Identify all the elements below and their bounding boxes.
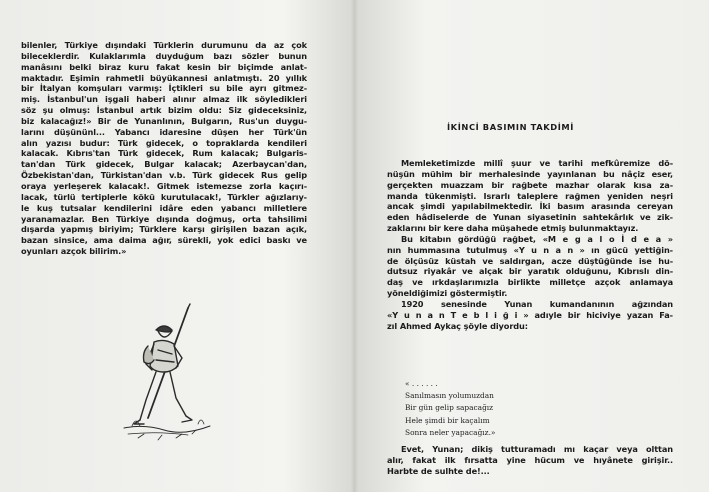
text-line: daş ve ırkdaşlarımızla birlikte milletçe azçok anlamaya	[387, 277, 673, 288]
text-line: Bu kitabın gördüğü rağbet, «M e g a l o İ d e a »	[401, 233, 673, 244]
poem-line: Bir gün gelip sapacağız	[405, 403, 494, 413]
text-line: zıl Ahmed Aykaç şöyle diyordu:	[387, 320, 528, 331]
text-line: Evet, Yunan; dikiş tutturamadı mı kaçar veya olttan	[401, 444, 673, 454]
text-line: Özbekistan'dan, Türkistan'dan v.b. Türk gidecek Rus gelip	[21, 170, 307, 181]
poem-line: Hele şimdi bir kaçalım	[405, 415, 490, 425]
text-line: de ölçüsüz küstah ve saldırgan, acze düştüğünde ise hu-	[387, 255, 673, 266]
text-line: alır, fakat ilk fırsatta yine hücum ve hıyânete girişir..	[387, 454, 673, 465]
text-line: dutsuz riyakâr ve alçak bir yaratık olduğunu, Kıbrıslı din-	[387, 266, 673, 277]
page-title: İKİNCİ BASIMIN TAKDİMİ	[447, 122, 574, 132]
right-page-text	[387, 158, 673, 332]
poem-quote	[405, 378, 605, 439]
text-line: oraya yerleşerek kalacak!. Gitmek istemezse zorla kaçırı-	[21, 180, 307, 191]
text-line: dışarda yapmış biriyim; Türklere karşı girişilen bazan açık,	[21, 224, 307, 235]
text-line: Memleketimizde millî şuur ve tarihi mefkûremize dö-	[401, 158, 673, 168]
text-line: yaranamazlar. Ben Türkiye dışında doğmuş, orta tahsilimi	[21, 213, 307, 224]
text-line: alın yazısı budur: Türk gidecek, o topraklarda kendileri	[21, 137, 307, 148]
paragraph-1	[387, 158, 673, 234]
soldier-illustration	[118, 300, 218, 465]
text-line: miş. İstanbul'un işgali haberi alınır almaz ilk söyledikleri	[21, 94, 307, 105]
text-line: zaklarını bir kere daha müşahede etmiş bulunmaktayız.	[387, 223, 639, 234]
poem-line: Sanılmasın yolumuzdan	[405, 391, 494, 401]
text-line: «Y u n a n T e b l i ğ i » adıyle bir hiciviye yazan Fa-	[387, 309, 673, 320]
text-line: tan'dan Türk gidecek, Bulgar kalacak; Azerbaycan'dan,	[21, 159, 307, 170]
paragraph-4	[387, 444, 673, 477]
text-line: ancak şimdi yapılabilmektedir. İki basım arasında cereyan	[387, 201, 673, 212]
text-line: larını düşününl... Yabancı idaresine düşen her Türk'ün	[21, 126, 307, 137]
text-line: bir İtalyan komşuları varmış: İçtikleri su bile ayrı gitmez-	[21, 83, 307, 94]
text-line: yöneldiğimizi göstermiştir.	[387, 288, 508, 299]
paragraph-3	[387, 299, 673, 332]
text-line: manâsını belki biraz kuru fakat kesin bir biçimde anlat-	[21, 61, 307, 72]
paragraph-2	[387, 234, 673, 299]
left-page	[0, 0, 354, 492]
text-line: kalacak. Kıbrıs'tan Türk gidecek, Rum kalacak; Bulgaris-	[21, 148, 307, 159]
right-page	[355, 0, 709, 492]
text-line: nüşün mühim bir merhalesinde yayınlanan bu nâçiz eser,	[387, 168, 673, 179]
text-line: söz şu olmuş: İstanbul artık bizim oldu: Siz gideceksiniz,	[21, 105, 307, 116]
text-line: Harbte de sulhte de!...	[387, 465, 490, 476]
text-line: biz kalacağız!» Bir de Yunanlının, Bulgarın, Rus'un duygu-	[21, 115, 307, 126]
text-line: bilenler, Türkiye dışındaki Türklerin durumunu da az çok	[21, 40, 307, 50]
text-line: 1920 senesinde Yunan kumandanının ağzından	[401, 298, 673, 309]
text-line: nın hummasına tutulmuş «Y u n a n » ın gücü yettiğin-	[387, 244, 673, 255]
text-line: eden hâdiselerde de Yunan siyasetinin sahtekârlık ve zik-	[387, 212, 673, 223]
text-line: bileceklerdir. Kulaklarımla duyduğum bazı sözler bunun	[21, 50, 307, 61]
poem-line: « . . . . . .	[405, 379, 438, 388]
poem-line: Sonra neler yapacağız.»	[405, 427, 496, 437]
text-line: oyunları azçok bilirim.»	[21, 246, 127, 257]
text-line: gerçekten muazzam bir rağbete mazhar olarak kısa za-	[387, 179, 673, 190]
text-line: bazan sinsice, ama daima ağır, sürekli, yok edici baskı ve	[21, 235, 307, 246]
text-line: maktadır. Eşimin rahmetli büyükannesi anlatmıştı. 20 yıllık	[21, 72, 307, 83]
text-line: le kuş tutsalar kendilerini idâre eden yabancı milletlere	[21, 202, 307, 213]
text-line: lacak, türlü tertiplerle kökü kurutulacak!, Türkler ağızlarıy-	[21, 191, 307, 202]
left-page-text	[21, 40, 307, 257]
text-line: manda tükenmişti. Israrlı taleplere rağmen yeniden neşri	[387, 190, 673, 201]
